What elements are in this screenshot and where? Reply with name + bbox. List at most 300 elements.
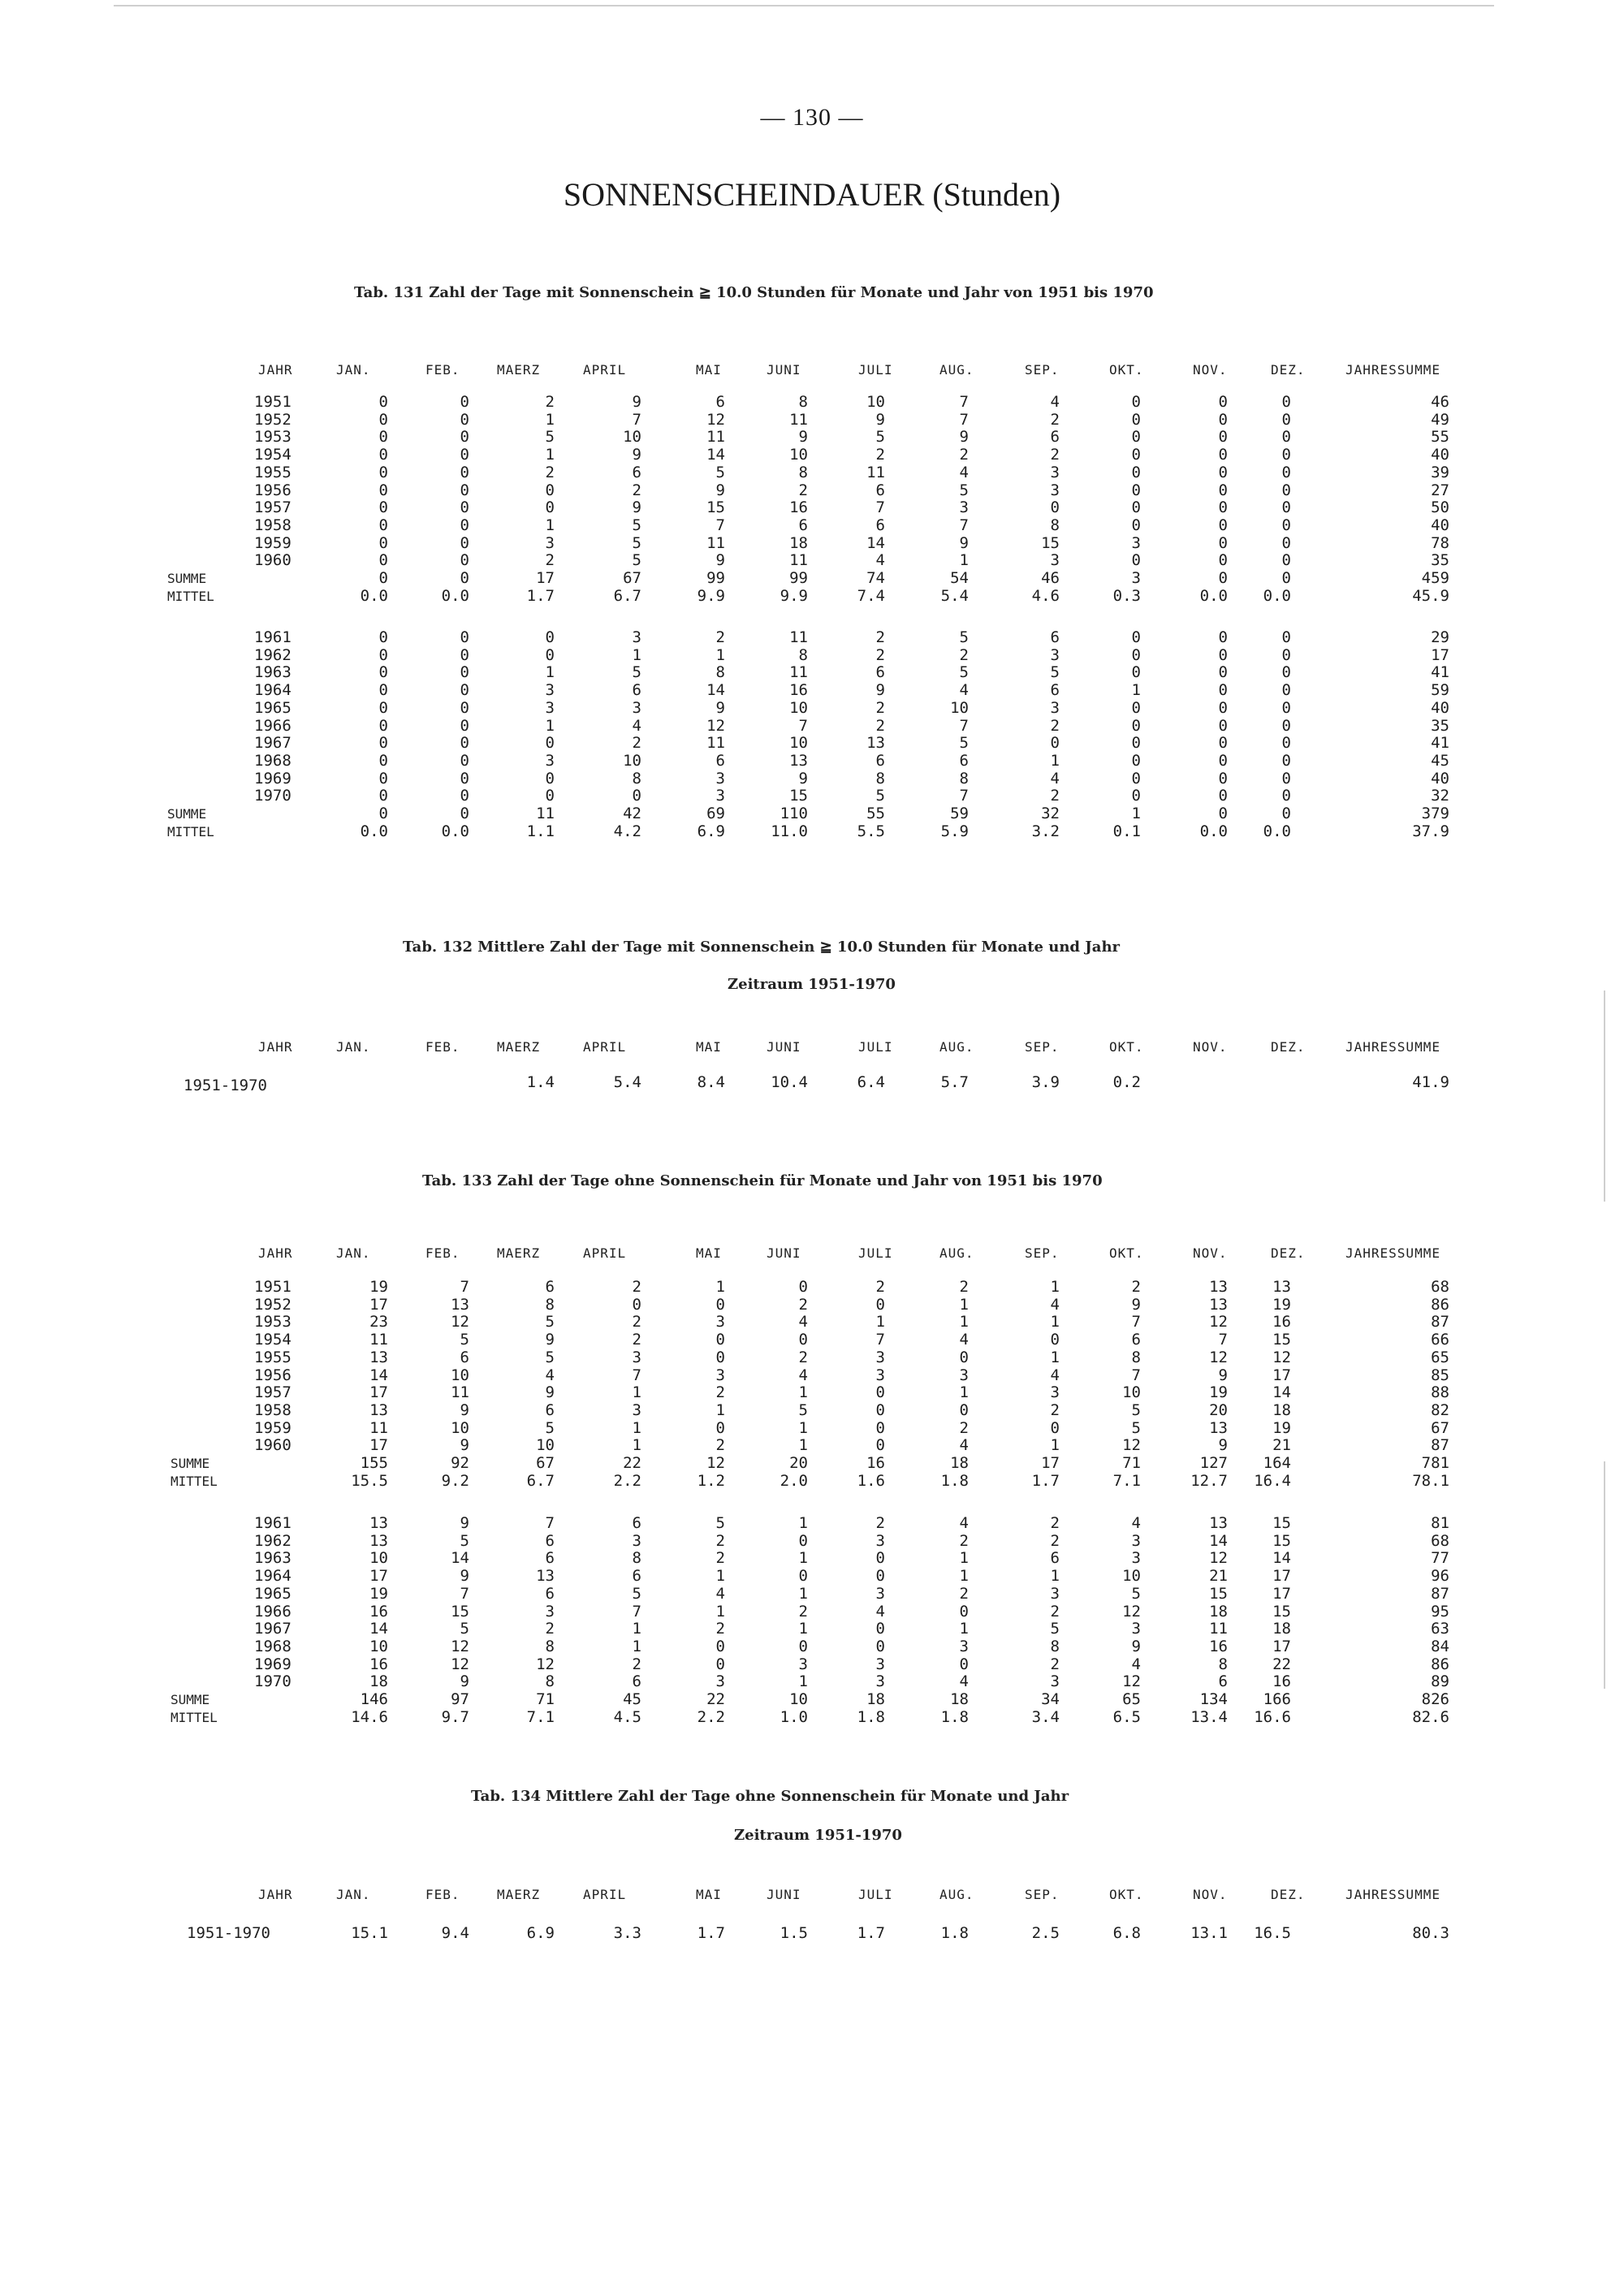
year-cell: 1951 (254, 1278, 292, 1296)
mittel-cell: 1.7 (526, 586, 555, 605)
value-cell: 7 (632, 410, 641, 429)
value-cell: 40 (1431, 516, 1449, 534)
value-cell: 13 (866, 734, 885, 753)
summe-cell: 71 (1122, 1454, 1141, 1472)
mittel-cell: 7.4 (857, 586, 885, 605)
value-cell: 87 (1431, 1313, 1449, 1331)
mittel-cell: 16.6 (1254, 1707, 1291, 1726)
year-cell: 1965 (254, 1584, 292, 1603)
value-cell: 0 (1281, 498, 1291, 517)
value-cell: 0 (1131, 645, 1141, 664)
value-cell: 13 (369, 1531, 388, 1550)
mittel-cell: 0.3 (1112, 586, 1141, 605)
value-cell: 0 (1281, 533, 1291, 552)
value-cell: 8 (1050, 1637, 1060, 1655)
mittel-cell: 14.6 (351, 1707, 388, 1726)
page-title: SONNENSCHEINDAUER (Stunden) (563, 176, 1061, 213)
value-cell: 27 (1431, 481, 1449, 499)
mittel-cell: 1.7 (1031, 1471, 1060, 1490)
mittel-cell: 0.0 (1199, 586, 1228, 605)
mittel-cell: 3.4 (1031, 1707, 1060, 1726)
value-cell: 32 (1431, 787, 1449, 805)
value-cell: 2 (632, 734, 641, 753)
value-cell: 15 (1041, 533, 1060, 552)
value-cell: 0 (460, 498, 469, 517)
mittel-cell: 7.1 (526, 1707, 555, 1726)
summe-cell: 0 (460, 805, 469, 822)
value-cell: 4 (959, 463, 969, 481)
value-cell: 0 (1131, 769, 1141, 788)
value-cell: 11 (789, 551, 808, 570)
value-cell: 8 (715, 663, 725, 682)
column-header: AUG. (939, 362, 974, 378)
value-cell: 7 (545, 1514, 555, 1532)
summe-cell: 0 (1218, 569, 1228, 587)
value-cell: 88 (1431, 1383, 1449, 1402)
value-cell: 0 (1281, 663, 1291, 682)
value-cell: 7 (959, 716, 969, 735)
value-cell: 9 (460, 1672, 469, 1691)
summe-label: SUMME (171, 1692, 210, 1707)
column-header: OKT. (1109, 1039, 1144, 1055)
summe-cell: 110 (780, 805, 808, 822)
year-cell: 1965 (254, 698, 292, 717)
value-cell: 3 (1050, 1383, 1060, 1402)
mean-cell: 1.7 (697, 1924, 725, 1942)
mean-cell: 8.4 (697, 1073, 725, 1091)
summe-cell: 164 (1263, 1454, 1291, 1472)
value-cell: 3 (875, 1531, 885, 1550)
column-header: NOV. (1193, 1245, 1228, 1261)
value-cell: 77 (1431, 1549, 1449, 1568)
mean-cell: 10.4 (771, 1073, 808, 1091)
value-cell: 2 (715, 1436, 725, 1455)
value-cell: 9 (959, 533, 969, 552)
value-cell: 5 (1050, 1620, 1060, 1638)
value-cell: 1 (1131, 681, 1141, 700)
value-cell: 0 (378, 428, 388, 447)
column-header: NOV. (1193, 1887, 1228, 1902)
mean-cell: 5.4 (613, 1073, 641, 1091)
value-cell: 0 (1281, 410, 1291, 429)
value-cell: 2 (798, 1295, 808, 1314)
mean-cell: 1.7 (857, 1924, 885, 1942)
value-cell: 1 (715, 645, 725, 664)
value-cell: 4 (959, 1331, 969, 1349)
value-cell: 0 (378, 481, 388, 499)
value-cell: 5 (632, 1584, 641, 1603)
value-cell: 0 (1050, 734, 1060, 753)
value-cell: 17 (369, 1295, 388, 1314)
value-cell: 17 (1272, 1567, 1291, 1586)
value-cell: 0 (715, 1655, 725, 1673)
value-cell: 65 (1431, 1348, 1449, 1366)
mittel-cell: 1.8 (940, 1707, 969, 1726)
value-cell: 0 (378, 533, 388, 552)
column-header: JUNI (767, 1039, 801, 1055)
value-cell: 0 (460, 663, 469, 682)
value-cell: 96 (1431, 1567, 1449, 1586)
summe-cell: 0 (378, 805, 388, 822)
value-cell: 0 (959, 1348, 969, 1366)
value-cell: 4 (1131, 1655, 1141, 1673)
mittel-cell: 2.0 (780, 1471, 808, 1490)
value-cell: 0 (1218, 734, 1228, 753)
value-cell: 14 (1272, 1549, 1291, 1568)
value-cell: 7 (959, 516, 969, 534)
mittel-cell: 0.0 (1263, 822, 1291, 840)
value-cell: 2 (632, 1331, 641, 1349)
value-cell: 2 (715, 1620, 725, 1638)
value-cell: 35 (1431, 551, 1449, 570)
value-cell: 0 (1131, 787, 1141, 805)
value-cell: 3 (545, 533, 555, 552)
value-cell: 17 (1272, 1366, 1291, 1384)
year-cell: 1960 (254, 551, 292, 570)
value-cell: 5 (545, 1313, 555, 1331)
value-cell: 14 (866, 533, 885, 552)
value-cell: 2 (959, 1584, 969, 1603)
column-header: MAI (696, 1039, 722, 1055)
value-cell: 12 (706, 410, 725, 429)
value-cell: 5 (460, 1531, 469, 1550)
summe-cell: 65 (1122, 1690, 1141, 1708)
value-cell: 16 (789, 498, 808, 517)
value-cell: 0 (1131, 663, 1141, 682)
value-cell: 9 (545, 1331, 555, 1349)
value-cell: 10 (623, 751, 641, 770)
summe-cell: 22 (706, 1690, 725, 1708)
value-cell: 0 (1131, 446, 1141, 464)
value-cell: 0 (378, 769, 388, 788)
value-cell: 0 (545, 734, 555, 753)
value-cell: 0 (1218, 516, 1228, 534)
value-cell: 0 (1218, 428, 1228, 447)
value-cell: 49 (1431, 410, 1449, 429)
value-cell: 11 (706, 734, 725, 753)
value-cell: 7 (1131, 1313, 1141, 1331)
value-cell: 1 (959, 1313, 969, 1331)
value-cell: 9 (715, 551, 725, 570)
value-cell: 0 (1131, 516, 1141, 534)
column-header: MAERZ (497, 1039, 541, 1055)
mittel-cell: 11.0 (771, 822, 808, 840)
summe-cell: 379 (1421, 805, 1449, 822)
value-cell: 12 (1272, 1348, 1291, 1366)
value-cell: 4 (959, 1514, 969, 1532)
column-header: APRIL (583, 1039, 627, 1055)
value-cell: 1 (959, 1620, 969, 1638)
value-cell: 0 (1218, 498, 1228, 517)
value-cell: 10 (369, 1637, 388, 1655)
value-cell: 0 (875, 1637, 885, 1655)
value-cell: 6 (875, 481, 885, 499)
value-cell: 3 (545, 698, 555, 717)
value-cell: 4 (798, 1366, 808, 1384)
summe-cell: 55 (866, 805, 885, 822)
value-cell: 18 (1209, 1602, 1228, 1621)
column-header: DEZ. (1271, 362, 1306, 378)
value-cell: 9 (715, 481, 725, 499)
value-cell: 10 (451, 1418, 469, 1437)
value-cell: 0 (1281, 645, 1291, 664)
value-cell: 5 (1050, 663, 1060, 682)
mittel-cell: 37.9 (1412, 822, 1449, 840)
value-cell: 14 (1272, 1383, 1291, 1402)
summe-cell: 99 (706, 569, 725, 587)
value-cell: 9 (875, 681, 885, 700)
value-cell: 1 (959, 1567, 969, 1586)
value-cell: 19 (369, 1278, 388, 1296)
value-cell: 59 (1431, 681, 1449, 700)
value-cell: 9 (1218, 1366, 1228, 1384)
year-cell: 1963 (254, 1549, 292, 1568)
value-cell: 2 (798, 481, 808, 499)
value-cell: 8 (1050, 516, 1060, 534)
column-header: MAERZ (497, 362, 541, 378)
value-cell: 10 (369, 1549, 388, 1568)
value-cell: 2 (875, 716, 885, 735)
value-cell: 3 (1050, 481, 1060, 499)
value-cell: 0 (1218, 645, 1228, 664)
value-cell: 1 (798, 1620, 808, 1638)
value-cell: 0 (798, 1331, 808, 1349)
value-cell: 13 (1272, 1278, 1291, 1296)
mittel-cell: 0.0 (360, 586, 388, 605)
value-cell: 0 (1218, 533, 1228, 552)
mittel-cell: 6.7 (526, 1471, 555, 1490)
value-cell: 1 (632, 1436, 641, 1455)
summe-cell: 17 (1041, 1454, 1060, 1472)
summe-cell: 781 (1421, 1454, 1449, 1472)
summe-cell: 16 (866, 1454, 885, 1472)
table-134-caption: Tab. 134 Mittlere Zahl der Tage ohne Sonnenschein für Monate und Jahr (471, 1788, 1069, 1805)
summe-cell: 97 (451, 1690, 469, 1708)
mittel-cell: 4.2 (613, 822, 641, 840)
value-cell: 6 (1050, 428, 1060, 447)
value-cell: 41 (1431, 734, 1449, 753)
value-cell: 16 (1272, 1672, 1291, 1691)
value-cell: 1 (798, 1418, 808, 1437)
value-cell: 0 (875, 1436, 885, 1455)
value-cell: 3 (632, 698, 641, 717)
table-131-caption: Tab. 131 Zahl der Tage mit Sonnenschein ≧ 10.0 Stunden für Monate und Jahr von 1951 bis 1970 (354, 284, 1154, 301)
value-cell: 16 (369, 1602, 388, 1621)
value-cell: 0 (1281, 751, 1291, 770)
value-cell: 8 (545, 1295, 555, 1314)
mean-cell: 1.8 (940, 1924, 969, 1942)
value-cell: 0 (460, 698, 469, 717)
value-cell: 13 (451, 1295, 469, 1314)
value-cell: 2 (875, 645, 885, 664)
summe-cell: 12 (706, 1454, 725, 1472)
summe-cell: 10 (789, 1690, 808, 1708)
value-cell: 3 (875, 1655, 885, 1673)
summe-cell: 11 (536, 805, 555, 822)
column-header: JAN. (336, 1039, 371, 1055)
mittel-cell: 0.0 (441, 822, 469, 840)
value-cell: 5 (875, 787, 885, 805)
value-cell: 0 (798, 1278, 808, 1296)
value-cell: 0 (1281, 734, 1291, 753)
value-cell: 2 (798, 1602, 808, 1621)
mittel-cell: 6.7 (613, 586, 641, 605)
value-cell: 3 (875, 1366, 885, 1384)
value-cell: 2 (545, 463, 555, 481)
value-cell: 0 (798, 1637, 808, 1655)
value-cell: 0 (715, 1295, 725, 1314)
value-cell: 2 (959, 645, 969, 664)
value-cell: 0 (1218, 716, 1228, 735)
value-cell: 0 (378, 787, 388, 805)
value-cell: 1 (1050, 751, 1060, 770)
value-cell: 0 (378, 628, 388, 646)
table-132-period: Zeitraum 1951-1970 (728, 976, 896, 993)
mittel-cell: 82.6 (1412, 1707, 1449, 1726)
column-header: FEB. (425, 1245, 460, 1261)
column-header: JAHRESSUMME (1345, 1039, 1440, 1055)
value-cell: 6 (545, 1584, 555, 1603)
value-cell: 0 (875, 1620, 885, 1638)
value-cell: 68 (1431, 1278, 1449, 1296)
value-cell: 7 (632, 1366, 641, 1384)
value-cell: 5 (632, 551, 641, 570)
mittel-cell: 9.2 (441, 1471, 469, 1490)
value-cell: 1 (632, 1637, 641, 1655)
value-cell: 2 (632, 1655, 641, 1673)
value-cell: 0 (1218, 769, 1228, 788)
value-cell: 35 (1431, 716, 1449, 735)
value-cell: 4 (798, 1313, 808, 1331)
value-cell: 66 (1431, 1331, 1449, 1349)
value-cell: 0 (460, 681, 469, 700)
column-header: AUG. (939, 1245, 974, 1261)
value-cell: 1 (715, 1602, 725, 1621)
year-cell: 1956 (254, 1366, 292, 1384)
value-cell: 5 (959, 481, 969, 499)
value-cell: 0 (875, 1295, 885, 1314)
year-cell: 1961 (254, 628, 292, 646)
value-cell: 0 (1218, 446, 1228, 464)
value-cell: 2 (1050, 1602, 1060, 1621)
column-header: APRIL (583, 362, 627, 378)
value-cell: 3 (1131, 1531, 1141, 1550)
value-cell: 0 (460, 716, 469, 735)
value-cell: 1 (798, 1672, 808, 1691)
value-cell: 9 (545, 1383, 555, 1402)
value-cell: 0 (1281, 463, 1291, 481)
column-header: JAHR (258, 1039, 293, 1055)
year-cell: 1955 (254, 1348, 292, 1366)
value-cell: 3 (1050, 645, 1060, 664)
value-cell: 6 (1131, 1331, 1141, 1349)
value-cell: 10 (1122, 1383, 1141, 1402)
value-cell: 18 (1272, 1620, 1291, 1638)
value-cell: 7 (959, 410, 969, 429)
value-cell: 85 (1431, 1366, 1449, 1384)
value-cell: 12 (451, 1313, 469, 1331)
value-cell: 0 (460, 769, 469, 788)
mittel-cell: 1.8 (857, 1707, 885, 1726)
summe-cell: 46 (1041, 569, 1060, 587)
column-header: JULI (858, 1039, 893, 1055)
column-header: OKT. (1109, 1245, 1144, 1261)
value-cell: 8 (545, 1672, 555, 1691)
value-cell: 55 (1431, 428, 1449, 447)
year-cell: 1957 (254, 498, 292, 517)
value-cell: 1 (715, 1278, 725, 1296)
value-cell: 2 (715, 1549, 725, 1568)
value-cell: 2 (1050, 787, 1060, 805)
mittel-cell: 0.0 (360, 822, 388, 840)
value-cell: 0 (1050, 1331, 1060, 1349)
value-cell: 5 (632, 516, 641, 534)
value-cell: 2 (632, 1313, 641, 1331)
value-cell: 0 (632, 787, 641, 805)
value-cell: 10 (789, 446, 808, 464)
summe-cell: 127 (1199, 1454, 1228, 1472)
value-cell: 0 (1218, 787, 1228, 805)
value-cell: 10 (866, 393, 885, 411)
value-cell: 19 (1272, 1295, 1291, 1314)
value-cell: 2 (1050, 1531, 1060, 1550)
summe-cell: 18 (950, 1454, 969, 1472)
summe-cell: 67 (536, 1454, 555, 1472)
value-cell: 2 (545, 393, 555, 411)
year-cell: 1967 (254, 734, 292, 753)
value-cell: 0 (1218, 698, 1228, 717)
year-cell: 1964 (254, 681, 292, 700)
value-cell: 2 (715, 1383, 725, 1402)
value-cell: 1 (798, 1584, 808, 1603)
value-cell: 9 (959, 428, 969, 447)
mittel-cell: 13.4 (1190, 1707, 1228, 1726)
value-cell: 16 (1209, 1637, 1228, 1655)
value-cell: 2 (1050, 1514, 1060, 1532)
value-cell: 9 (798, 769, 808, 788)
value-cell: 3 (545, 751, 555, 770)
value-cell: 63 (1431, 1620, 1449, 1638)
column-header: AUG. (939, 1887, 974, 1902)
value-cell: 0 (1131, 698, 1141, 717)
year-cell: 1958 (254, 516, 292, 534)
value-cell: 2 (632, 481, 641, 499)
value-cell: 5 (632, 663, 641, 682)
value-cell: 3 (1050, 1584, 1060, 1603)
value-cell: 6 (460, 1348, 469, 1366)
mittel-label: MITTEL (167, 588, 214, 604)
value-cell: 0 (1050, 498, 1060, 517)
value-cell: 7 (715, 516, 725, 534)
summe-cell: 459 (1421, 569, 1449, 587)
mean-cell: 15.1 (351, 1924, 388, 1942)
value-cell: 0 (378, 681, 388, 700)
value-cell: 0 (378, 498, 388, 517)
value-cell: 8 (798, 645, 808, 664)
year-cell: 1966 (254, 1602, 292, 1621)
value-cell: 8 (1131, 1348, 1141, 1366)
value-cell: 18 (1272, 1400, 1291, 1419)
page-number: — 130 — (760, 104, 864, 131)
summe-cell: 54 (950, 569, 969, 587)
column-header: JAN. (336, 1887, 371, 1902)
value-cell: 0 (1281, 446, 1291, 464)
value-cell: 0 (460, 428, 469, 447)
value-cell: 11 (369, 1331, 388, 1349)
mean-cell: 0.2 (1112, 1073, 1141, 1091)
value-cell: 0 (1218, 393, 1228, 411)
value-cell: 0 (460, 410, 469, 429)
